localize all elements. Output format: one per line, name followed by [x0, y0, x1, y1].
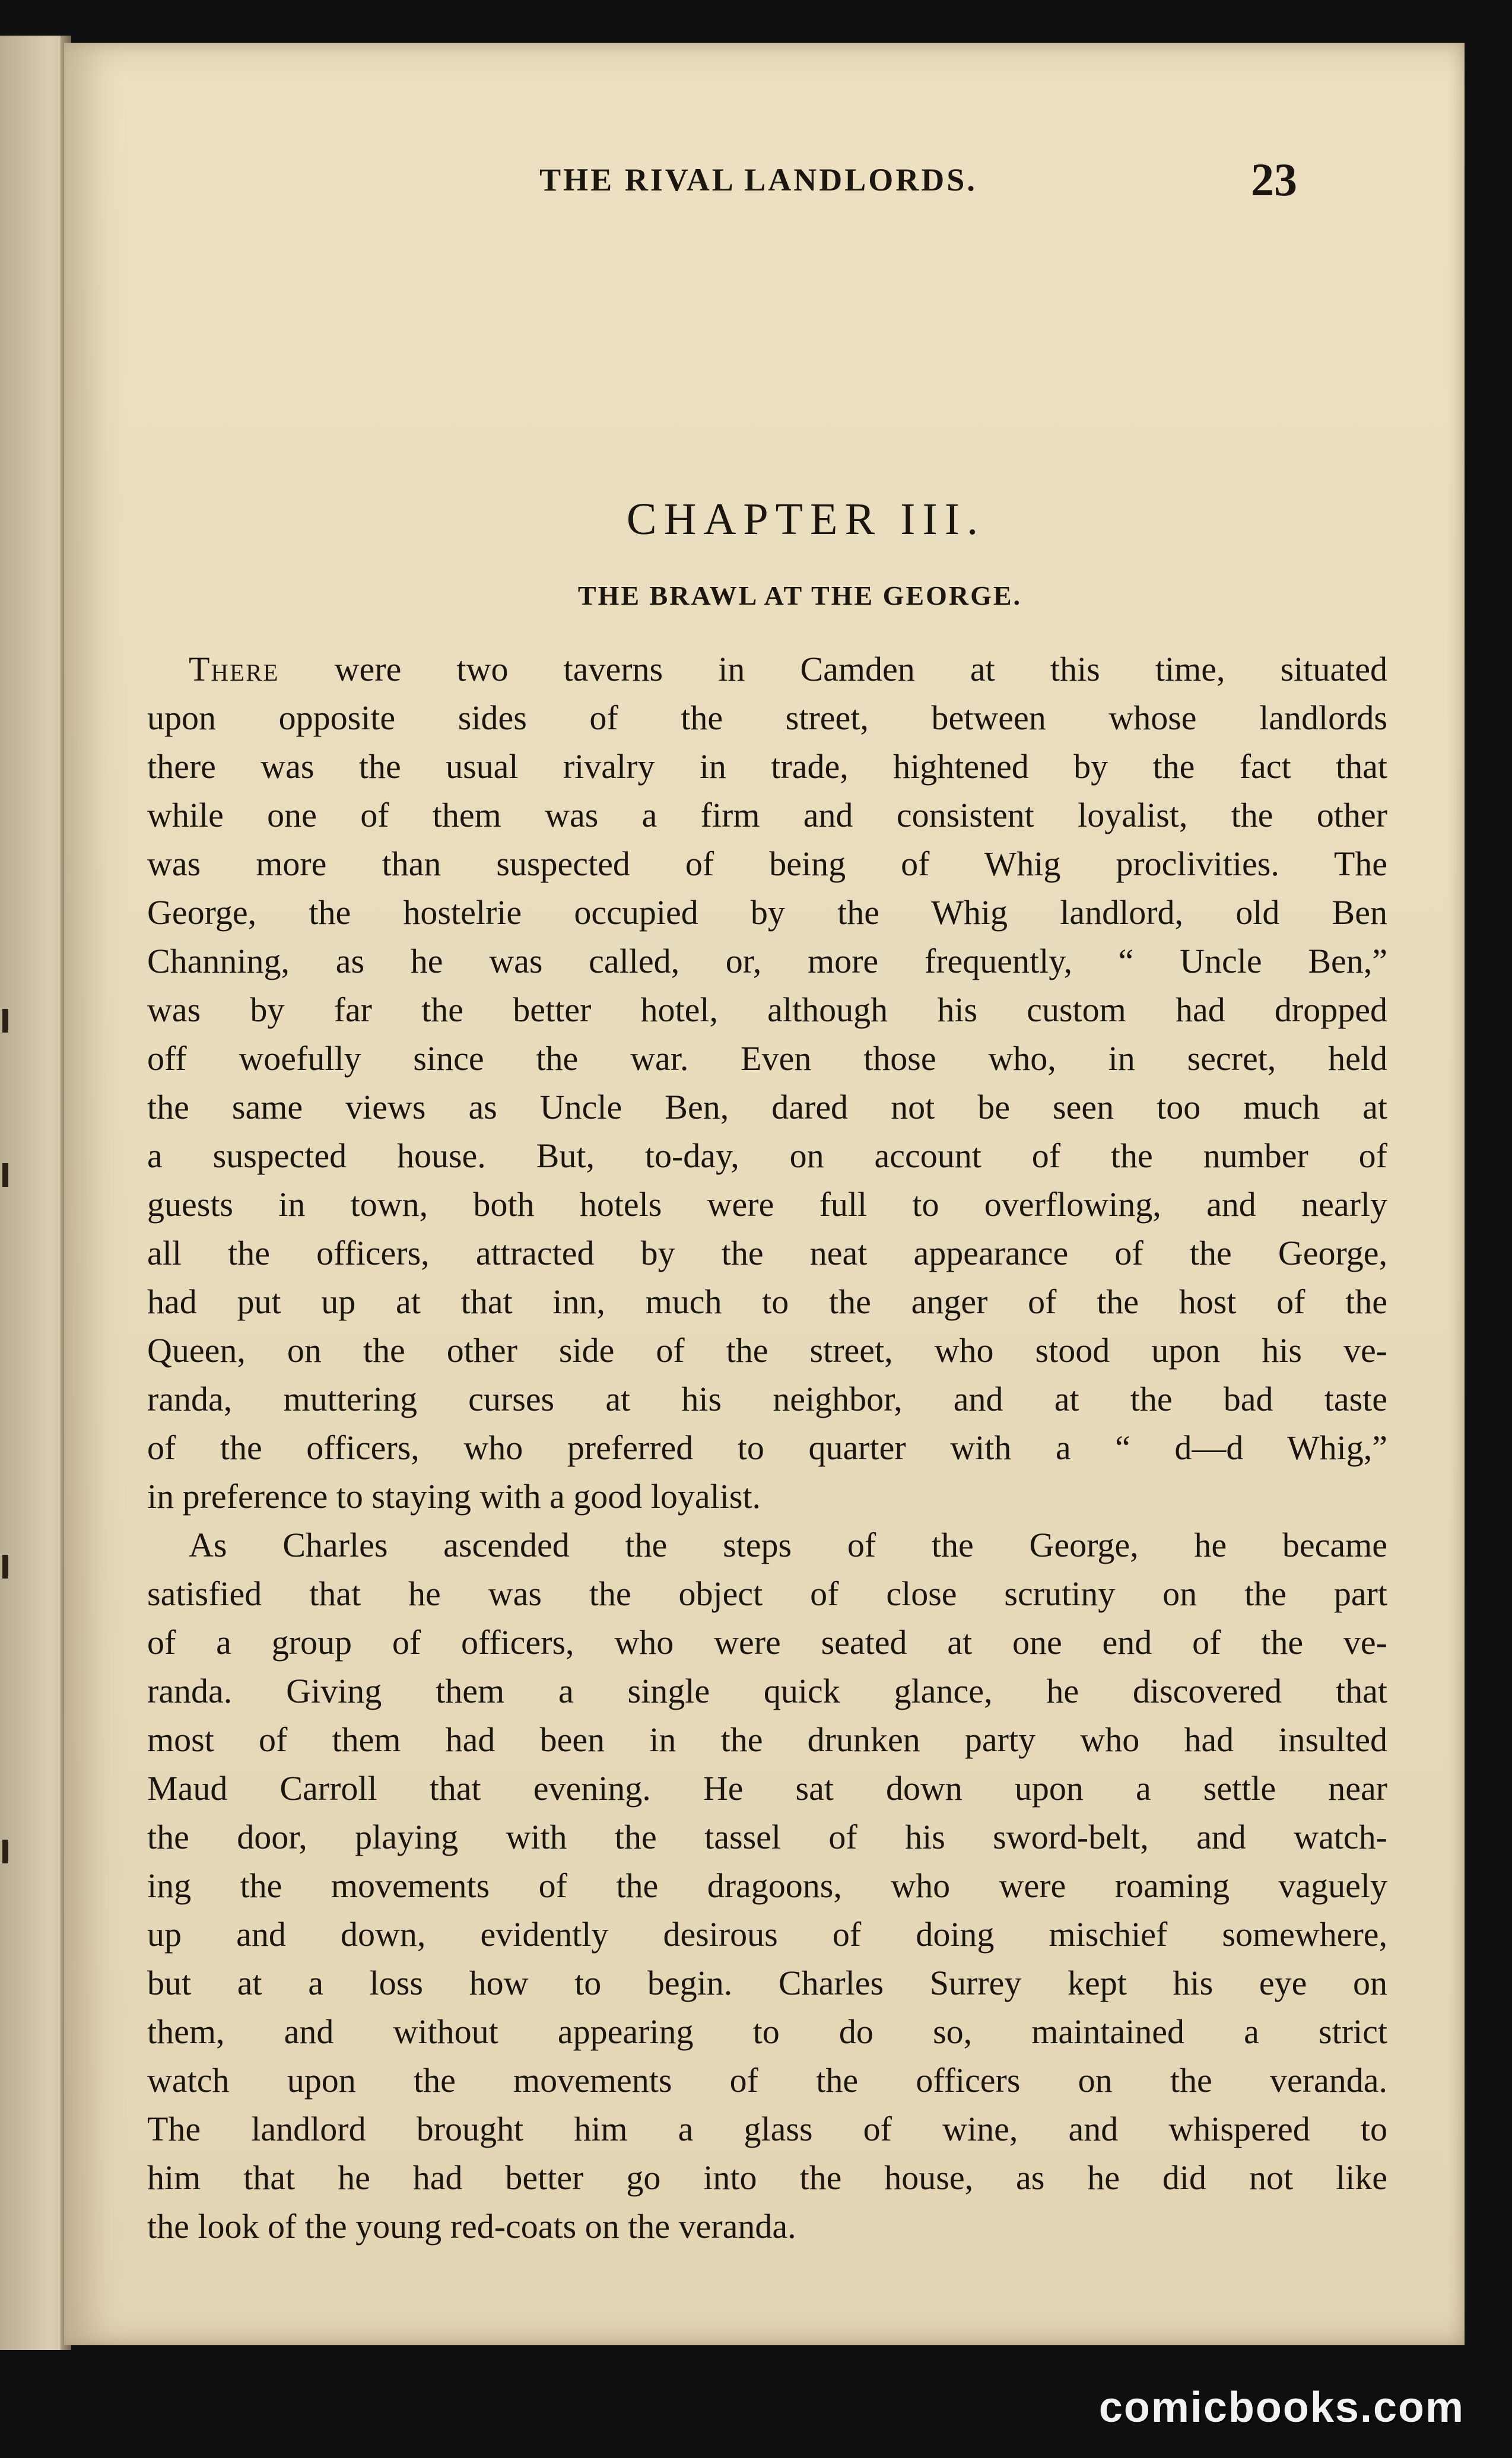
edge-ink-mark: [2, 1009, 8, 1033]
text-line: Channing, as he was called, or, more frequently, “ Uncle Ben,”: [147, 942, 1387, 980]
edge-ink-mark: [2, 1840, 8, 1863]
text-line: of a group of officers, who were seated at one end of the ve-: [147, 1623, 1387, 1662]
text-line: them, and without appearing to do so, maintained a strict: [147, 2012, 1387, 2051]
text-line: As Charles ascended the steps of the George, he became: [189, 1526, 1387, 1564]
text-line: upon opposite sides of the street, between whose landlords: [147, 698, 1387, 737]
text-line: watch upon the movements of the officers on the veranda.: [147, 2061, 1387, 2100]
text-line: randa. Giving them a single quick glance, he discovered that: [147, 1672, 1387, 1710]
text-line: ing the movements of the dragoons, who were roaming vaguely: [147, 1866, 1387, 1905]
text-line: George, the hostelrie occupied by the Whig landlord, old Ben: [147, 893, 1387, 932]
text-line: there was the usual rivalry in trade, hightened by the fact that: [147, 747, 1387, 786]
text-line: satisfied that he was the object of close scrutiny on the part: [147, 1574, 1387, 1613]
text-line: him that he had better go into the house, as he did not like: [147, 2158, 1387, 2197]
text-line: but at a loss how to begin. Charles Surrey kept his eye on: [147, 1964, 1387, 2002]
chapter-title: CHAPTER III.: [626, 494, 986, 544]
body-text: [147, 645, 1387, 2251]
text-line: in preference to staying with a good loyalist.: [147, 1477, 761, 1516]
chapter-subtitle: THE BRAWL AT THE GEORGE.: [577, 580, 1022, 611]
text-line: was more than suspected of being of Whig proclivities. The: [147, 844, 1387, 883]
text-line: [147, 645, 1387, 694]
text-line: the door, playing with the tassel of his sword-belt, and watch-: [147, 1818, 1387, 1856]
text-line: the look of the young red-coats on the veranda.: [147, 2207, 796, 2246]
drop-word: There: [189, 650, 279, 688]
page-number: 23: [1251, 154, 1297, 205]
facing-page-edge: [0, 36, 71, 2350]
text-line: all the officers, attracted by the neat appearance of the George,: [147, 1234, 1387, 1272]
text-line-content: were two taverns in Camden at this time, situated: [279, 650, 1387, 688]
text-line: Queen, on the other side of the street, who stood upon his ve-: [147, 1331, 1387, 1370]
edge-ink-mark: [2, 1163, 8, 1187]
text-line: of the officers, who preferred to quarter with a “ d—d Whig,”: [147, 1428, 1387, 1467]
book-page: [64, 43, 1465, 2345]
text-line: up and down, evidently desirous of doing mischief somewhere,: [147, 1915, 1387, 1954]
text-line: while one of them was a firm and consistent loyalist, the other: [147, 796, 1387, 834]
site-watermark: comicbooks.com: [1098, 2384, 1465, 2431]
text-line: most of them had been in the drunken party who had insulted: [147, 1720, 1387, 1759]
edge-ink-mark: [2, 1555, 8, 1579]
text-line: Maud Carroll that evening. He sat down upon a settle near: [147, 1769, 1387, 1808]
text-line: guests in town, both hotels were full to overflowing, and nearly: [147, 1185, 1387, 1224]
text-line: randa, muttering curses at his neighbor, and at the bad taste: [147, 1380, 1387, 1418]
text-line: was by far the better hotel, although his custom had dropped: [147, 990, 1387, 1029]
text-line: The landlord brought him a glass of wine, and whispered to: [147, 2110, 1387, 2148]
running-head: THE RIVAL LANDLORDS.: [539, 162, 977, 198]
text-line: off woefully since the war. Even those who, in secret, held: [147, 1039, 1387, 1078]
text-line: a suspected house. But, to-day, on account of the number of: [147, 1136, 1387, 1175]
text-line: had put up at that inn, much to the anger of the host of the: [147, 1282, 1387, 1321]
text-line: the same views as Uncle Ben, dared not be seen too much at: [147, 1088, 1387, 1126]
